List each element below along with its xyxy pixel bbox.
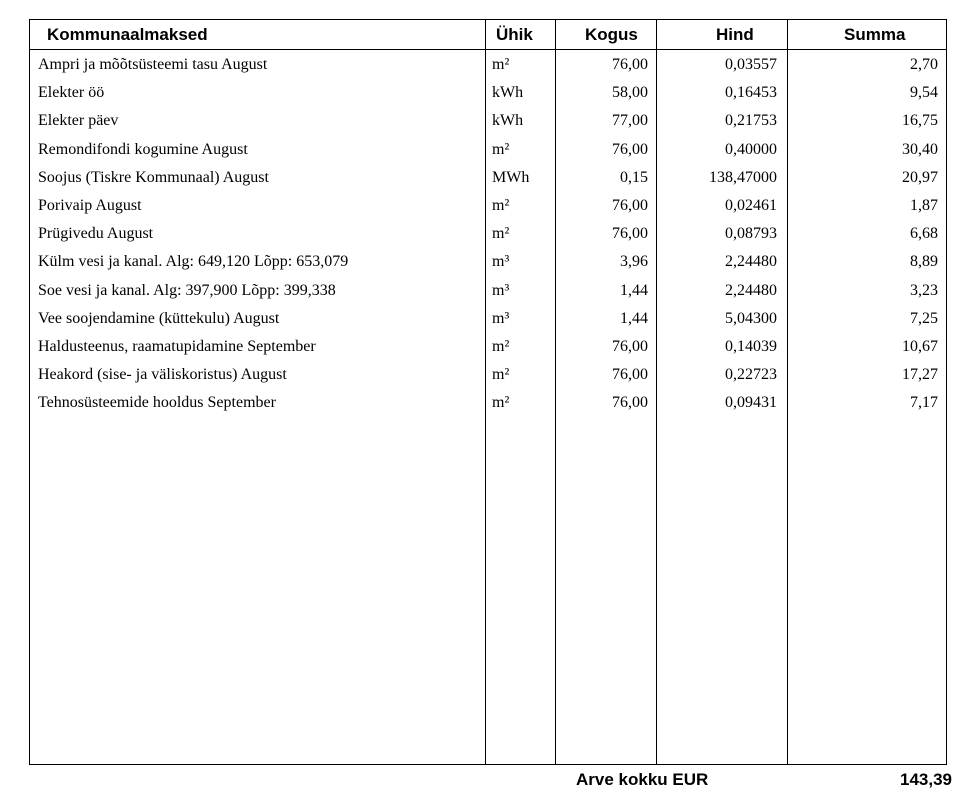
cell-name: Heakord (sise- ja väliskoristus) August: [38, 366, 287, 384]
table-row: [30, 220, 946, 248]
cell-sum: 2,70: [910, 56, 938, 73]
cell-name: Elekter öö: [38, 84, 105, 102]
cell-unit: m²: [492, 196, 510, 214]
table-row: [30, 192, 946, 220]
cell-price: 0,40000: [725, 140, 777, 158]
cell-name: Soojus (Tiskre Kommunaal) August: [38, 168, 269, 186]
cell-name: Ampri ja mõõtsüsteemi tasu August: [38, 56, 268, 73]
cell-sum: 3,23: [910, 281, 938, 299]
cell-qty: 76,00: [612, 140, 648, 158]
cell-unit: m³: [492, 309, 510, 327]
table-row: [30, 164, 946, 192]
cell-name: Soe vesi ja kanal. Alg: 397,900 Lõpp: 399,338: [38, 281, 336, 299]
table-row: [30, 389, 946, 417]
cell-qty: 76,00: [612, 337, 648, 355]
cell-qty: 76,00: [612, 196, 648, 214]
cell-price: 0,14039: [725, 337, 777, 355]
cell-unit: MWh: [492, 168, 530, 186]
cell-price: 5,04300: [725, 309, 777, 327]
header-divider: [30, 49, 946, 50]
cell-sum: 9,54: [910, 84, 938, 102]
cell-qty: 1,44: [620, 281, 648, 299]
cell-qty: 76,00: [612, 394, 648, 412]
header-sum: Summa: [844, 25, 906, 44]
cell-sum: 8,89: [910, 253, 938, 271]
cell-unit: m²: [492, 366, 510, 384]
cell-qty: 76,00: [612, 225, 648, 243]
cell-price: 2,24480: [725, 253, 777, 271]
cell-price: 0,02461: [725, 196, 777, 214]
header-unit: Ühik: [496, 25, 533, 44]
table-body: [30, 51, 946, 417]
cell-sum: 17,27: [902, 366, 938, 384]
table-row: [30, 136, 946, 164]
cell-unit: m³: [492, 281, 510, 299]
cell-name: Külm vesi ja kanal. Alg: 649,120 Lõpp: 653,079: [38, 253, 349, 271]
cell-sum: 1,87: [910, 196, 938, 214]
cell-sum: 30,40: [902, 140, 938, 158]
table-row: [30, 333, 946, 361]
cell-qty: 3,96: [620, 253, 648, 271]
header-price: Hind: [716, 25, 754, 44]
cell-sum: 10,67: [902, 337, 938, 355]
cell-name: Porivaip August: [38, 196, 142, 214]
cell-name: Tehnosüsteemide hooldus September: [38, 394, 276, 412]
total-label: Arve kokku EUR: [576, 770, 709, 789]
cell-name: Prügivedu August: [38, 225, 154, 243]
invoice-table: [29, 19, 947, 765]
cell-qty: 1,44: [620, 309, 648, 327]
cell-price: 0,21753: [725, 112, 777, 130]
table-row: [30, 248, 946, 276]
cell-qty: 77,00: [612, 112, 648, 130]
cell-name: Remondifondi kogumine August: [38, 140, 248, 158]
cell-name: Haldusteenus, raamatupidamine September: [38, 337, 316, 355]
cell-unit: m³: [492, 253, 510, 271]
cell-price: 0,16453: [725, 84, 777, 102]
table-row: [30, 277, 946, 305]
table-row: [30, 79, 946, 107]
header-name: Kommunaalmaksed: [47, 25, 208, 44]
cell-qty: 0,15: [620, 168, 648, 186]
cell-price: 0,09431: [725, 394, 777, 412]
cell-sum: 6,68: [910, 225, 938, 243]
cell-unit: m²: [492, 56, 510, 73]
header-qty: Kogus: [585, 25, 638, 44]
table-row: [30, 361, 946, 389]
cell-name: Vee soojendamine (küttekulu) August: [38, 309, 280, 327]
cell-qty: 76,00: [612, 366, 648, 384]
cell-unit: m²: [492, 140, 510, 158]
cell-qty: 76,00: [612, 56, 648, 73]
cell-unit: kWh: [492, 112, 524, 130]
cell-price: 0,22723: [725, 366, 777, 384]
cell-unit: m²: [492, 225, 510, 243]
cell-price: 0,08793: [725, 225, 777, 243]
total-value: 143,39: [900, 770, 952, 789]
cell-price: 0,03557: [725, 56, 777, 73]
cell-price: 2,24480: [725, 281, 777, 299]
cell-name: Elekter päev: [38, 112, 119, 130]
cell-unit: m²: [492, 394, 510, 412]
cell-unit: kWh: [492, 84, 524, 102]
cell-sum: 16,75: [902, 112, 938, 130]
table-row: [30, 107, 946, 135]
cell-unit: m²: [492, 337, 510, 355]
cell-sum: 7,25: [910, 309, 938, 327]
cell-price: 138,47000: [709, 168, 777, 186]
table-row: [30, 51, 946, 79]
table-row: [30, 305, 946, 333]
cell-sum: 7,17: [910, 394, 938, 412]
cell-qty: 58,00: [612, 84, 648, 102]
cell-sum: 20,97: [902, 168, 938, 186]
